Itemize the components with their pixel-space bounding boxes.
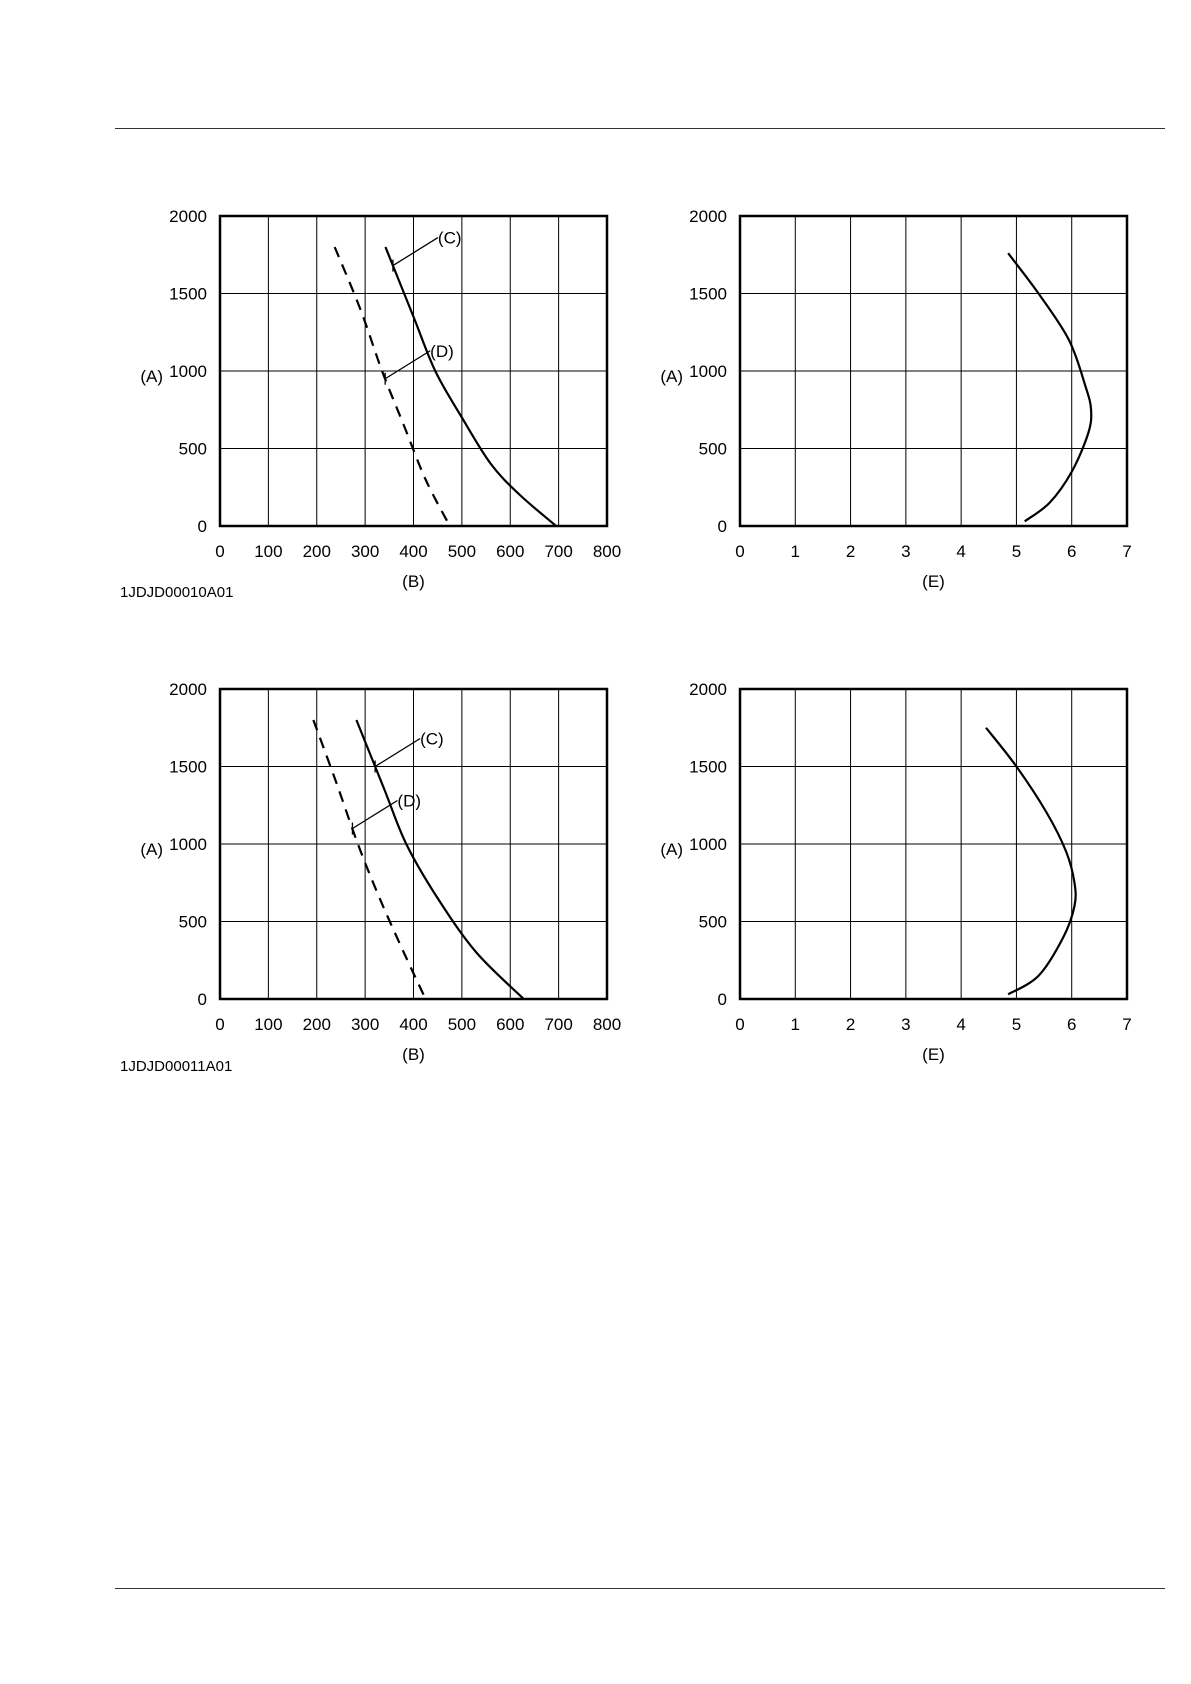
chart1-xtick-label-3: 300 xyxy=(350,542,380,561)
chart3-xtick-label-7: 700 xyxy=(544,1015,573,1034)
chart1-xtick-label-4: 400 xyxy=(399,542,428,561)
chart4-xtick-label-1: 1 xyxy=(790,1015,801,1034)
chart1-xtick-label-1: 100 xyxy=(254,542,283,561)
chart2-ytick-label-1: 500 xyxy=(698,439,727,459)
chart3-callout-label-1: (D) xyxy=(397,791,422,811)
chart4-ytick-label-0: 0 xyxy=(717,990,727,1009)
chart4-xtick-label-2: 2 xyxy=(845,1015,856,1034)
chart1-series-0-line xyxy=(385,247,556,526)
chart2-xtick-label-1: 1 xyxy=(790,542,801,561)
chart3-callout-leader-1 xyxy=(352,801,397,829)
chart4-xtick-label-0: 0 xyxy=(735,1015,745,1034)
chart3-xtick-label-3: 300 xyxy=(350,1015,380,1034)
chart1-series-1-line xyxy=(335,247,450,526)
chart2-xtick-label-7: 7 xyxy=(1122,542,1132,561)
chart1-ylabel: (A) xyxy=(140,367,163,386)
chart2-xtick-label-5: 5 xyxy=(1011,542,1022,561)
chart1-ytick-label-3: 1500 xyxy=(169,284,207,304)
chart4-ytick-label-2: 1000 xyxy=(689,835,727,854)
chart1-ytick-label-4: 2000 xyxy=(169,207,207,226)
chart3-xtick-label-4: 400 xyxy=(399,1015,428,1034)
chart3-xtick-label-5: 500 xyxy=(447,1015,477,1034)
chart3-xtick-label-8: 800 xyxy=(592,1015,622,1034)
chart3-xtick-label-0: 0 xyxy=(215,1015,225,1034)
chart2-ytick-label-4: 2000 xyxy=(689,207,727,226)
chart4-ytick-label-3: 1500 xyxy=(689,757,727,777)
chart2-xtick-label-2: 2 xyxy=(845,542,856,561)
chart3-xtick-label-1: 100 xyxy=(254,1015,283,1034)
chart1-ytick-label-1: 500 xyxy=(178,439,207,459)
chart1-callout-leader-0 xyxy=(393,238,438,266)
chart3-ytick-label-0: 0 xyxy=(197,990,207,1009)
chart1-callout-leader-1 xyxy=(385,351,430,379)
chart1-xtick-label-5: 500 xyxy=(447,542,477,561)
chart1-callout-label-1: (D) xyxy=(430,341,454,361)
chart3-xtick-label-2: 200 xyxy=(302,1015,331,1034)
chart4-xlabel: (E) xyxy=(922,1045,945,1064)
chart3-callout-label-0: (C) xyxy=(420,729,444,749)
chart4-xtick-label-4: 4 xyxy=(956,1015,966,1034)
chart1-ytick-label-2: 1000 xyxy=(169,362,207,381)
chart1-xtick-label-6: 600 xyxy=(496,542,525,561)
chart3-ylabel: (A) xyxy=(140,840,163,859)
chart1-xtick-label-8: 800 xyxy=(592,542,622,561)
chart4-series-0-line xyxy=(986,728,1076,995)
chart1-xtick-label-0: 0 xyxy=(215,542,225,561)
chart3-ytick-label-4: 2000 xyxy=(169,680,207,699)
chart4-xtick-label-5: 5 xyxy=(1011,1015,1022,1034)
chart3-ytick-label-1: 500 xyxy=(178,912,207,932)
chart1-xtick-label-2: 200 xyxy=(302,542,331,561)
chart3-ytick-label-2: 1000 xyxy=(169,835,207,854)
chart4-xtick-label-3: 3 xyxy=(901,1015,911,1034)
chart4-ylabel: (A) xyxy=(660,840,683,859)
chart4-xtick-label-6: 6 xyxy=(1066,1015,1077,1034)
chart1-callout-label-0: (C) xyxy=(437,228,462,248)
chart1-xlabel: (B) xyxy=(402,572,425,591)
chart4-ytick-label-1: 500 xyxy=(698,912,727,932)
chart2-xtick-label-6: 6 xyxy=(1066,542,1077,561)
chart2-xtick-label-4: 4 xyxy=(956,542,966,561)
chart2-xtick-label-0: 0 xyxy=(735,542,745,561)
chart3-xtick-label-6: 600 xyxy=(496,1015,525,1034)
chart2-xtick-label-3: 3 xyxy=(901,542,911,561)
chart2-ytick-label-3: 1500 xyxy=(689,284,727,304)
chart2-ytick-label-0: 0 xyxy=(717,517,727,536)
chart1-ytick-label-0: 0 xyxy=(197,517,207,536)
figure-code-2: 1JDJD00011A01 xyxy=(120,1058,233,1075)
chart3-series-1-line xyxy=(313,720,425,999)
chart2-ylabel: (A) xyxy=(660,367,683,386)
chart2-ytick-label-2: 1000 xyxy=(689,362,727,381)
chart2-xlabel: (E) xyxy=(922,572,945,591)
figure-code-1: 1JDJD00010A01 xyxy=(120,584,234,601)
chart3-xlabel: (B) xyxy=(402,1045,425,1064)
chart4-xtick-label-7: 7 xyxy=(1122,1015,1132,1034)
chart1-xtick-label-7: 700 xyxy=(544,542,573,561)
chart3-ytick-label-3: 1500 xyxy=(169,757,207,777)
chart4-ytick-label-4: 2000 xyxy=(689,680,727,699)
